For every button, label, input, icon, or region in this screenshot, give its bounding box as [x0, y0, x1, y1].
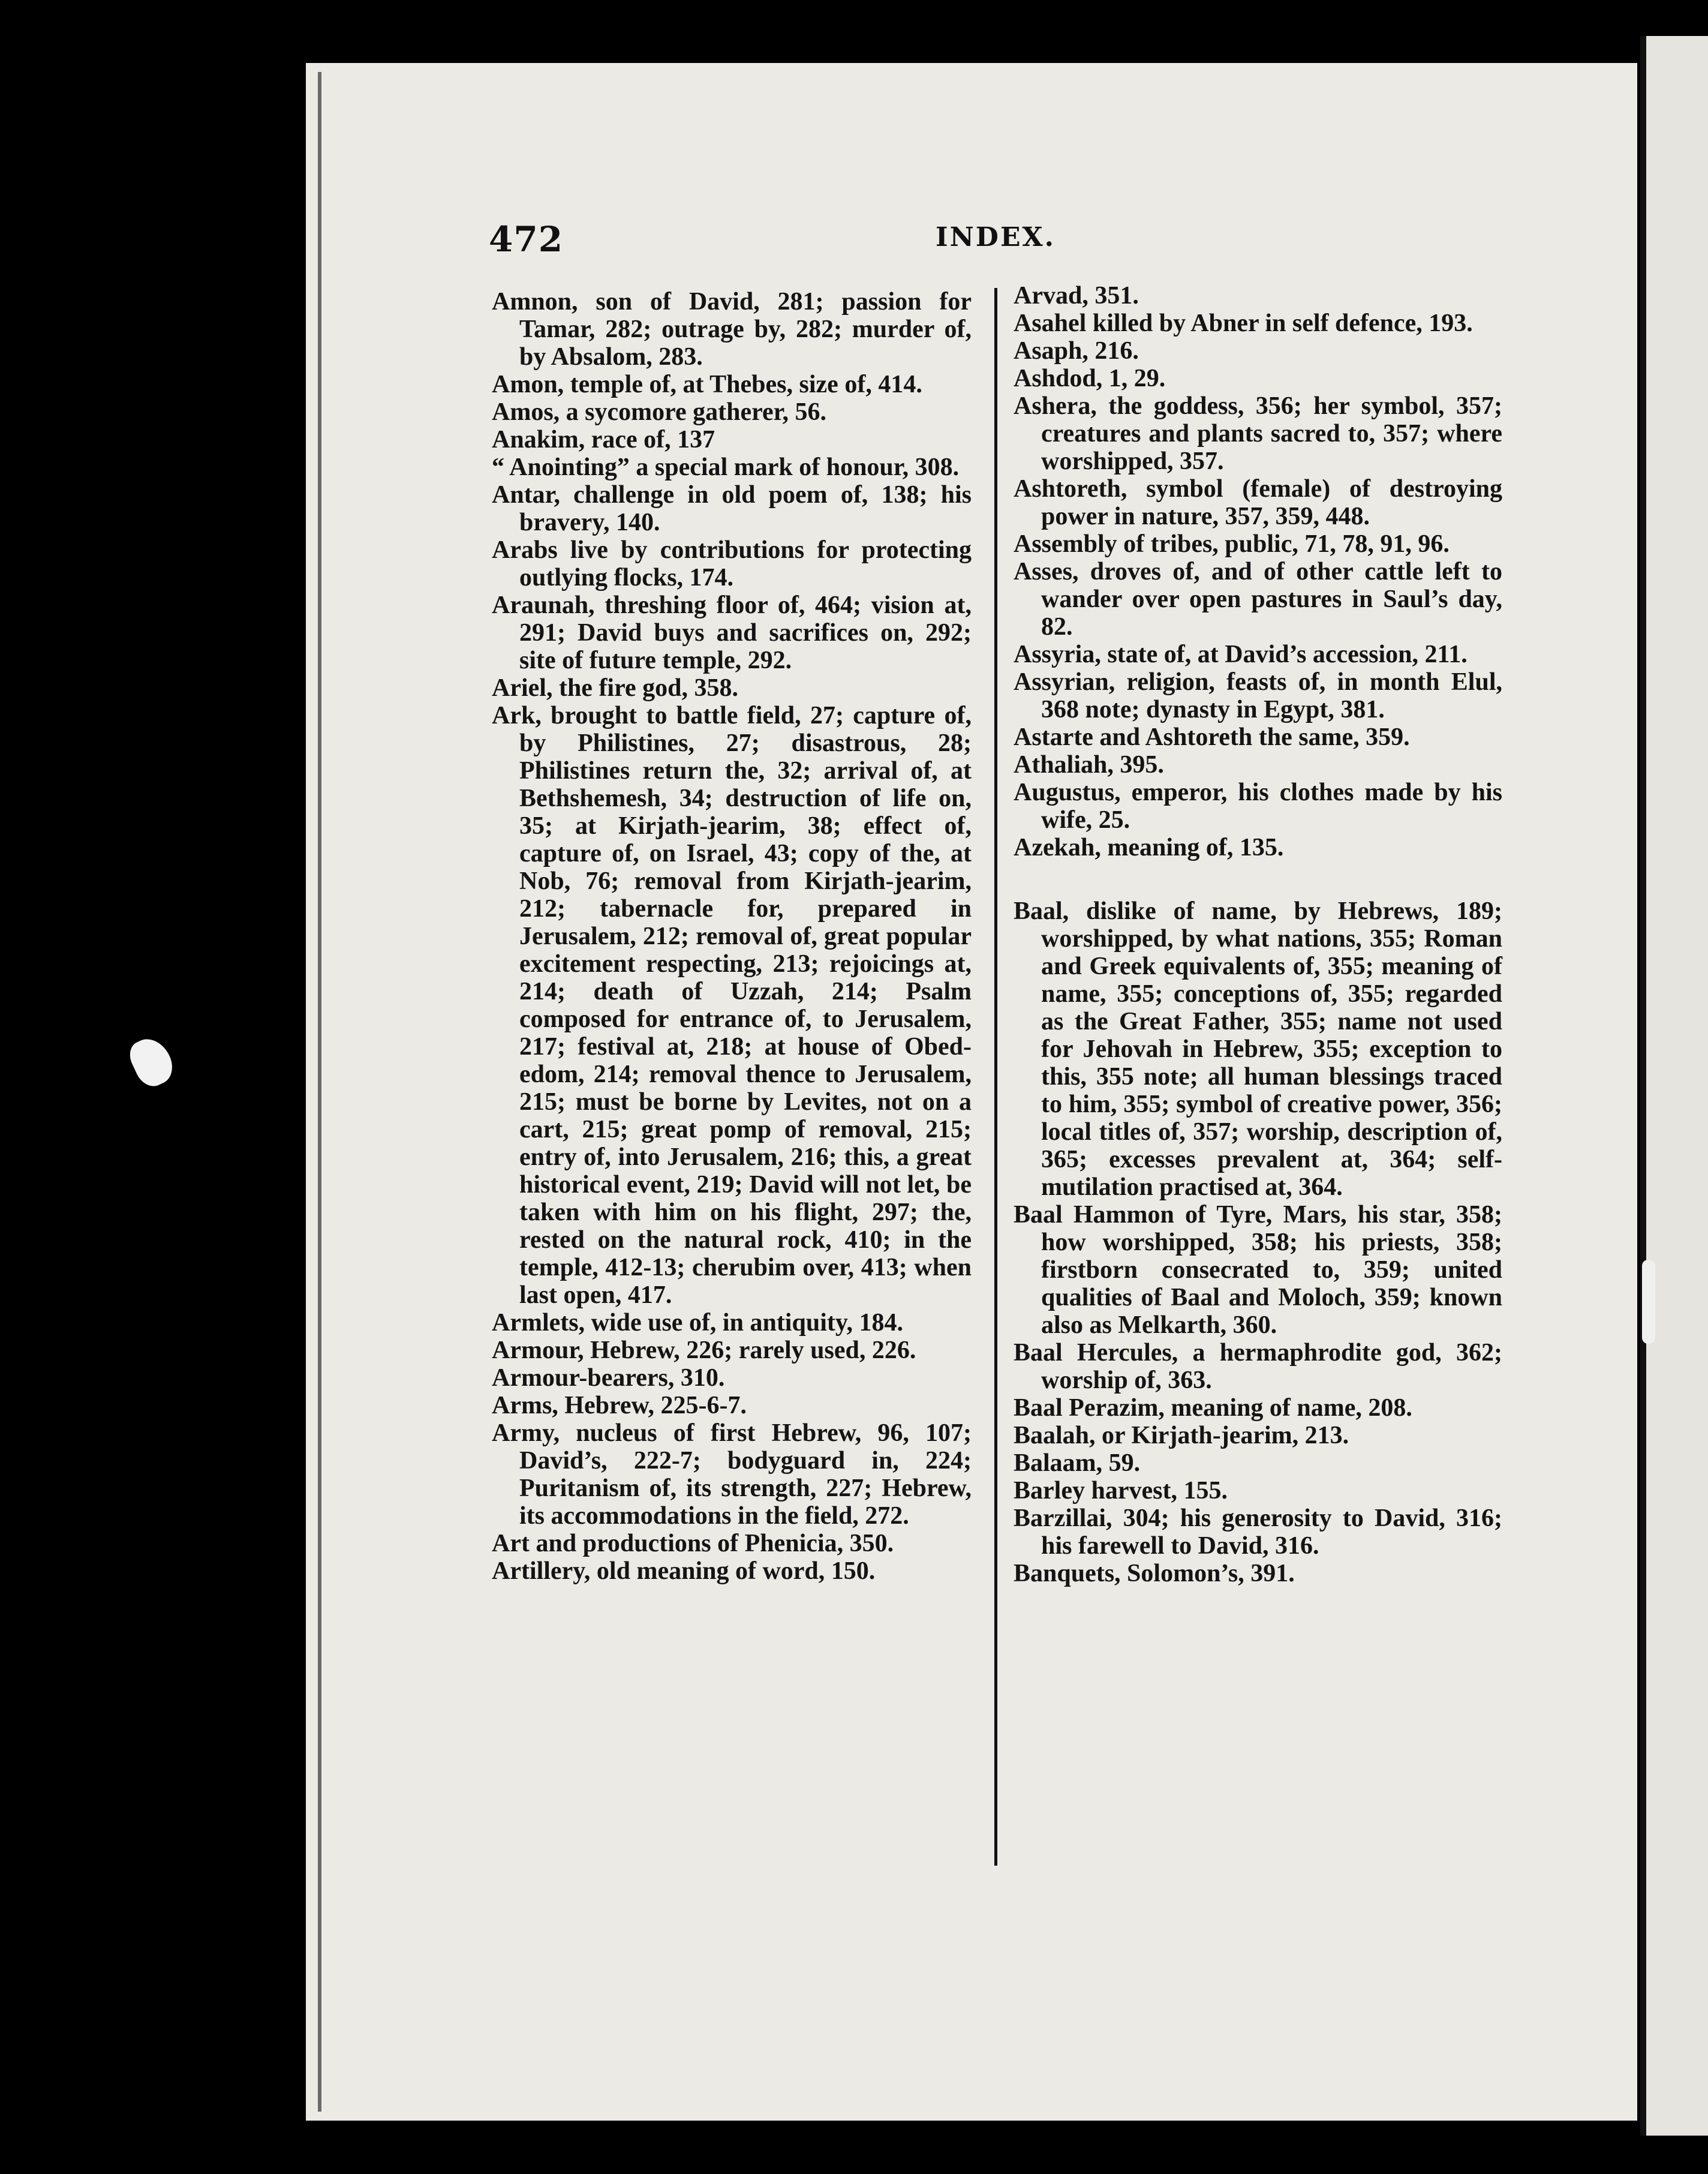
index-entry: Asses, droves of, and of other cattle left to wander over open pastures in Saul’s day, 82. — [1014, 558, 1502, 641]
index-column-right — [1014, 282, 1502, 1587]
index-entry: Amon, temple of, at Thebes, size of, 414. — [492, 371, 922, 398]
index-entry: Baal Hercules, a hermaphrodite god, 362; worship of, 363. — [1014, 1339, 1502, 1394]
index-entry: Army, nucleus of first Hebrew, 96, 107; David’s, 222-7; bodyguard in, 224; Puritanism of, its strength, 227; Hebrew, its accommodations in the field, 272. — [492, 1419, 972, 1530]
index-entry: Asaph, 216. — [1014, 337, 1139, 365]
section-gap — [1014, 861, 1502, 897]
index-entry: Athaliah, 395. — [1014, 751, 1164, 779]
index-entry: Arabs live by contributions for protecting outlying flocks, 174. — [492, 536, 972, 591]
index-entry: Baal Hammon of Tyre, Mars, his star, 358; how worshipped, 358; his priests, 358; firstborn consecrated to, 359; united qualities of Baal and Moloch, 359; known also as Melkarth, 360. — [1014, 1201, 1502, 1339]
index-entry: Assembly of tribes, public, 71, 78, 91, 96. — [1014, 530, 1450, 558]
index-entry: Balaam, 59. — [1014, 1449, 1141, 1477]
index-entry: Baal, dislike of name, by Hebrews, 189; worshipped, by what nations, 355; Roman and Greek equivalents of, 355; meaning of name, 355; conceptions of, 355; regarded as the Great Father, 355; name not used for Jehovah in Hebrew, 355; exception to this, 355 note; all human blessings traced to him, 355; symbol of creative power, 356; local titles of, 357; worship, description of, 365; excesses prevalent at, 364; self-mutilation practised at, 364. — [1014, 897, 1502, 1201]
gutter — [1640, 36, 1646, 2136]
index-entry: Armour, Hebrew, 226; rarely used, 226. — [492, 1337, 916, 1364]
page-number: 472 — [489, 219, 564, 260]
index-entry: Augustus, emperor, his clothes made by his wife, 25. — [1014, 779, 1502, 834]
index-entry: Ashera, the goddess, 356; her symbol, 357; creatures and plants sacred to, 357; where worshipped, 357. — [1014, 392, 1502, 475]
index-entry: Amnon, son of David, 281; passion for Tamar, 282; outrage by, 282; murder of, by Absalom, 283. — [492, 288, 972, 371]
index-entry: Assyria, state of, at David’s accession, 211. — [1014, 641, 1468, 668]
index-entry: Barley harvest, 155. — [1014, 1477, 1228, 1505]
index-entry: Armlets, wide use of, in antiquity, 184. — [492, 1309, 904, 1337]
facing-page-edge — [1646, 36, 1708, 2136]
index-entry: Banquets, Solomon’s, 391. — [1014, 1560, 1295, 1587]
paper-scuff — [1642, 1260, 1655, 1344]
index-entry: Assyrian, religion, feasts of, in month Elul, 368 note; dynasty in Egypt, 381. — [1014, 668, 1502, 723]
index-entry: Baal Perazim, meaning of name, 208. — [1014, 1394, 1412, 1422]
index-entry: Ariel, the fire god, 358. — [492, 674, 738, 702]
index-entry: Azekah, meaning of, 135. — [1014, 834, 1284, 861]
index-entry: Baalah, or Kirjath-jearim, 213. — [1014, 1422, 1349, 1449]
index-entry: Amos, a sycomore gatherer, 56. — [492, 398, 826, 426]
index-entry: Araunah, threshing floor of, 464; vision at, 291; David buys and sacrifices on, 292; site of future temple, 292. — [492, 591, 972, 674]
index-entry: Antar, challenge in old poem of, 138; his bravery, 140. — [492, 481, 972, 536]
index-entry: “ Anointing” a special mark of honour, 308. — [492, 454, 960, 481]
column-rule — [994, 288, 997, 1866]
index-entry: Artillery, old meaning of word, 150. — [492, 1557, 876, 1585]
index-entry: Ashdod, 1, 29. — [1014, 365, 1166, 392]
index-entry: Ark, brought to battle field, 27; capture of, by Philistines, 27; disastrous, 28; Philistines return the, 32; arrival of, at Bethshemesh, 34; destruction of life on, 35; at Kirjath-jearim, 38; effect of, capture of, on Israel, 43; copy of the, at Nob, 76; removal from Kirjath-jearim, 212; tabernacle for, prepared in Jerusalem, 212; removal of, great popular excitement respecting, 213; rejoicings at, 214; death of Uzzah, 214; Psalm composed for entrance of, to Jerusalem, 217; festival at, 218; at house of Obed-edom, 214; removal thence to Jerusalem, 215; must be borne by Levites, not on a cart, 215; great pomp of removal, 215; entry of, into Jerusalem, 216; this, a great historical event, 219; David will not let, be taken with him on his flight, 297; the, rested on the natural rock, 410; in the temple, 412-13; cherubim over, 413; when last open, 417. — [492, 702, 972, 1309]
index-entry: Astarte and Ashtoreth the same, 359. — [1014, 723, 1410, 751]
index-entry: Arvad, 351. — [1014, 282, 1139, 310]
index-entry: Armour-bearers, 310. — [492, 1364, 725, 1392]
index-entry: Arms, Hebrew, 225-6-7. — [492, 1392, 747, 1419]
paper-smudge — [125, 1032, 179, 1092]
index-entry: Anakim, race of, 137 — [492, 426, 715, 454]
index-entry: Ashtoreth, symbol (female) of destroying power in nature, 357, 359, 448. — [1014, 475, 1502, 530]
running-head: INDEX. — [936, 222, 1056, 253]
index-entry: Asahel killed by Abner in self defence, 193. — [1014, 310, 1473, 337]
index-entry: Barzillai, 304; his generosity to David, 316; his farewell to David, 316. — [1014, 1505, 1502, 1560]
page-edge-shadow — [318, 72, 321, 2112]
index-entry: Art and productions of Phenicia, 350. — [492, 1530, 894, 1557]
index-column-left — [492, 288, 972, 1585]
